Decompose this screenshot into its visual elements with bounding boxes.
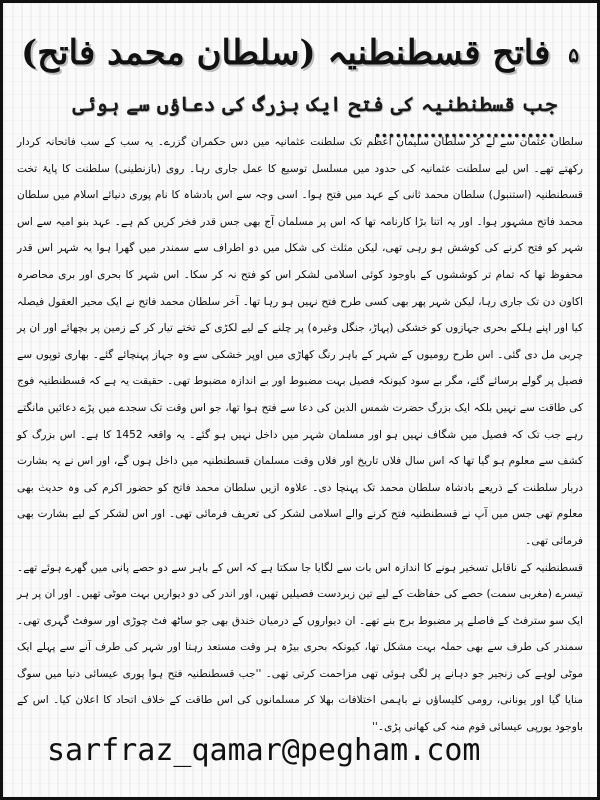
paragraph-1: سلطان عثمان سے لے کر سلطان سلیمان اعظم تک سلطنت عثمانیہ میں دس حکمران گزرے۔ یہ سب کے سب فاتحانہ کردار رکھتے تھے۔ اس لیے سلطنت عثمانیہ کی حدود میں مسلسل توسیع کا عمل جاری رہا۔ روی (بازنطینی) سلطنت کا پایۂ تخت قسطنطنیہ (استنبول) سلطان محمد ثانی کے عہد میں فتح ہوا۔ اسی وجہ سے اس بادشاہ کا نام پوری دنیائے اسلام میں سلطان محمد فاتح مشہور ہوا۔ اور یہ اتنا بڑا کارنامہ تھا کہ اس پر مسلمان آج بھی جس قدر فخر کریں کم ہے۔ عہد بنو امیہ سے اس شہر کو فتح کرنے کی کوشش ہو رہی تھی، لیکن مثلث کی شکل میں دو اطراف سے سمندر میں گھرا ہوا یہ شہر اس قدر محفوظ تھا کہ تمام تر کوششوں کے باوجود کوئی اسلامی لشکر اس کو فتح نہ کر سکا۔ اس شہر کا بحری اور بری محاصرہ اکاون دن تک جاری رہا، لیکن شہر پھر بھی کسی طرح فتح نہیں ہو رہا تھا۔ آخر سلطان محمد فاتح نے ایک محیر العقول فیصلہ کیا اور اپنے ہلکے بحری جہازوں کو خشکی (پہاڑ، جنگل وغیرہ) پر چلنے کے لیے لکڑی کے تختے تیار کر کے زمین پر بچھائے اور ان پر چربی مل دی گئی۔ اس طرح رومیوں کے شہر کے باہر رنگ کھاڑی میں اوپر خشکی سے وہ جہاز پہنچائے گئے۔ بھاری توپوں سے فصیل پر گولے برسائے گئے، مگر بے سود کیونکہ فصیل بہت مضبوط اور بے اندازہ مضبوط تھی۔ حقیقت یہ ہے کہ قسطنطنیہ فوج کی طاقت سے نہیں بلکہ ایک بزرگ حضرت شمس الدین کی دعا سے فتح ہوا تھا، جو اس وقت تک سجدے میں پڑے دعائیں مانگتے رہے جب تک کہ فصیل میں شگاف نہیں ہو اور مسلمان شہر میں داخل نہیں ہو گئے۔ یہ واقعہ 1452 کا ہے۔ اس بزرگ کو کشف سے معلوم ہو گیا تھا کہ اس سال فلاں تاریخ اور فلاں وقت مسلمان قسطنطنیہ میں داخل ہوں گے، اور اس نے یہ بشارت دربار سلطنت کے ذریعے بادشاہ سلطان محمد تک پہنچا دی۔ علاوہ ازیں سلطان محمد فاتح کو حضور اکرم کی وہ حدیث بھی معلوم تھی جس میں آپ نے قسطنطنیہ فتح کرنے والے اسلامی لشکر کی تعریف فرمائی تھی۔ اور اس لشکر کے لیے بشارت بھی فرمائی تھی۔: [17, 136, 584, 547]
subtitle-dots: ..........................: [373, 118, 555, 142]
title-text: فاتح قسطنطنیہ (سلطان محمد فاتح): [21, 33, 551, 73]
title-mark: ۵: [568, 43, 579, 67]
author-email: sarfraz_qamar@pegham.com: [47, 733, 481, 768]
subtitle-text: جب قسطنطنیہ کی فتح ایک بزرگ کی دعاؤں سے ہوئی: [72, 92, 557, 116]
article-body: [17, 129, 583, 741]
paragraph-2: قسطنطنیہ کے ناقابل تسخیر ہونے کا اندازہ اس بات سے لگایا جا سکتا ہے کہ اس کے باہر سے دو حصے پانی میں گھرے ہوئے تھے۔ تیسرے (مغربی سمت) حصے کی حفاظت کے لیے تین زبردست فصیلیں تھیں، اور اندر کی دو دیواریں بہت موٹی تھیں۔ اور ان پر ہر ایک سو سترفٹ کے فاصلے پر مضبوط برج بنے تھے۔ ان دیواروں کے درمیان خندق بھی جو ساٹھ فٹ چوڑی اور سوفٹ گہری تھی۔ سمندر کی طرف سے بھی حملہ بہت مشکل تھا، کیونکہ بحری بیڑہ ہر وقت مستعد رہتا اور شہر کی طرف آنے سے پہلے ایک موٹی لوہے کی زنجیر جو دہانے پر لگی ہوئی تھی مزاحمت کرتی تھی۔ ''جب قسطنطنیہ فتح ہوا پوری عیسائی دنیا میں سوگ منایا گیا اور یونانی، رومی کلیساؤں نے باہمی اختلافات بھلا کر مسلمانوں کی اس طاقت کے خلاف اتحاد کا اعلان کیا۔ اس کے باوجود یورپی عیسائی قوم منہ کی کھانی پڑی۔'': [17, 561, 583, 734]
page-title: [21, 33, 579, 75]
